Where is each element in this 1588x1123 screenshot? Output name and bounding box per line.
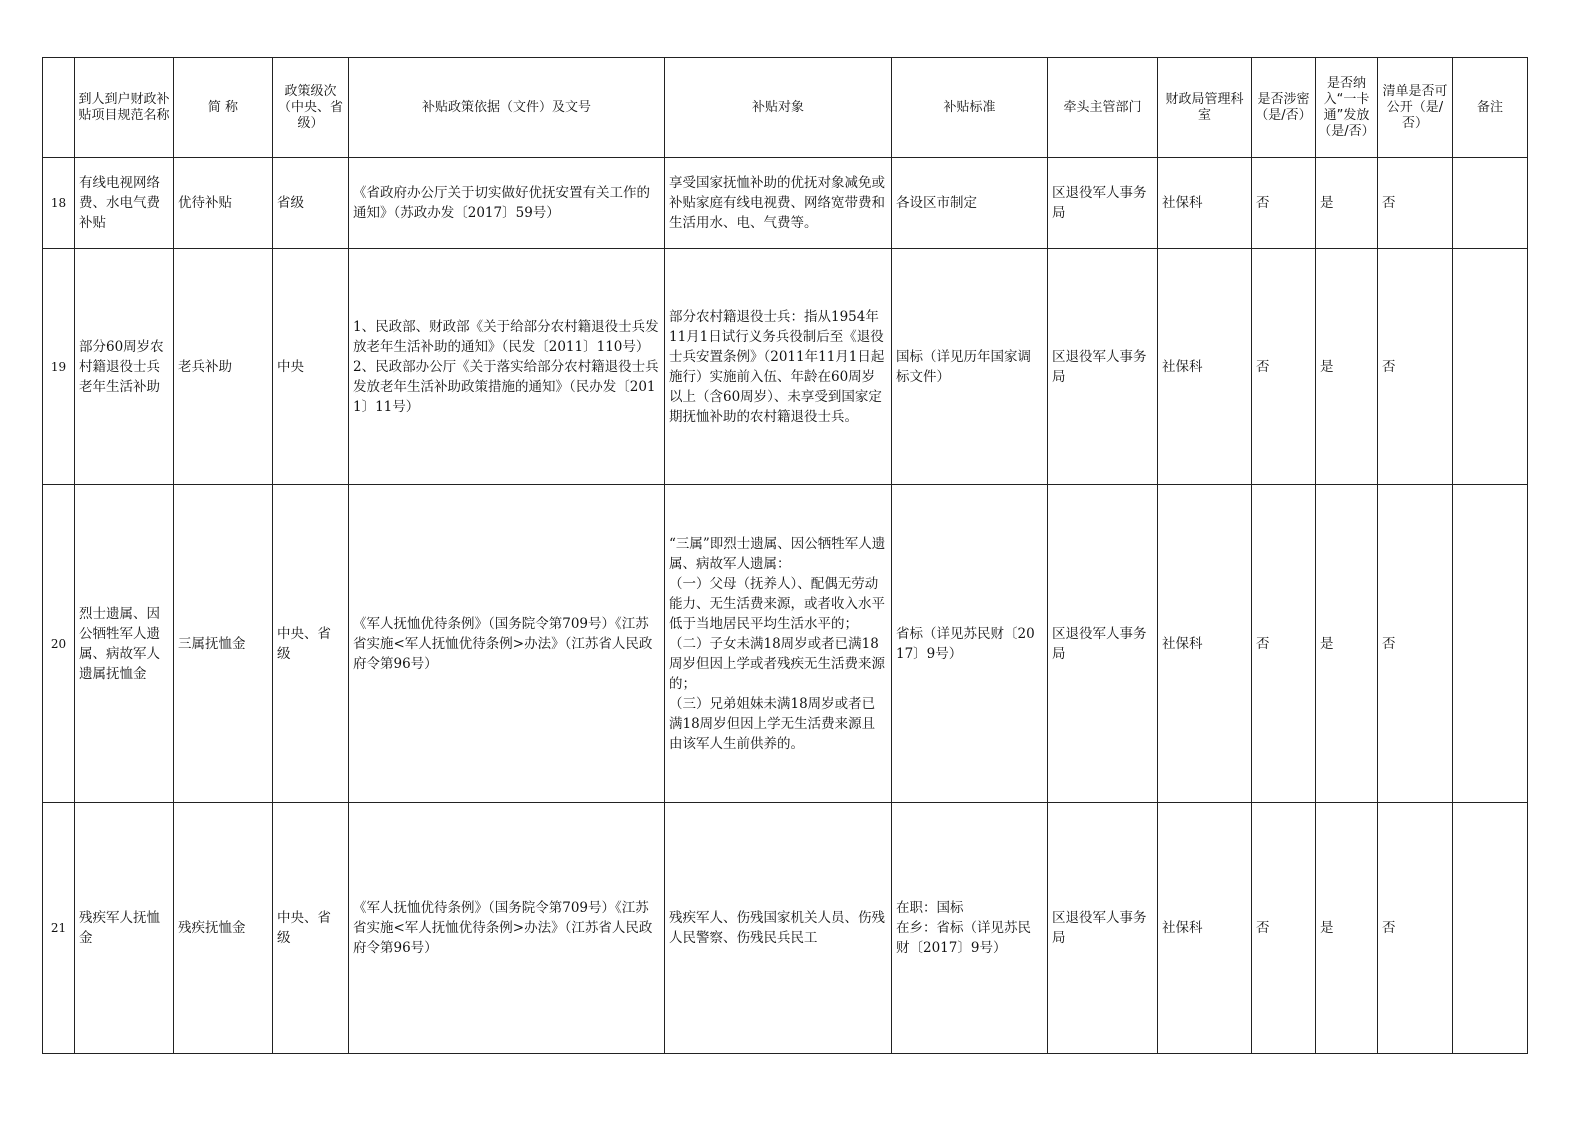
cell-short-name: 三属抚恤金 xyxy=(174,485,273,803)
cell-project-name: 残疾军人抚恤金 xyxy=(75,803,174,1054)
col-header-target: 补贴对象 xyxy=(665,58,892,158)
cell-target: 残疾军人、伤残国家机关人员、伤残人民警察、伤残民兵民工 xyxy=(665,803,892,1054)
cell-remarks xyxy=(1453,158,1528,249)
cell-one-card: 是 xyxy=(1316,249,1378,485)
col-header-short-name: 简 称 xyxy=(174,58,273,158)
cell-finance-office: 社保科 xyxy=(1158,249,1252,485)
col-header-one-card: 是否纳入“一卡通”发放（是/否） xyxy=(1316,58,1378,158)
cell-short-name: 优待补贴 xyxy=(174,158,273,249)
cell-project-name: 有线电视网络费、水电气费补贴 xyxy=(75,158,174,249)
cell-lead-dept: 区退役军人事务局 xyxy=(1048,158,1158,249)
cell-project-name: 烈士遗属、因公牺牲军人遗属、病故军人遗属抚恤金 xyxy=(75,485,174,803)
cell-policy-level: 中央 xyxy=(273,249,349,485)
cell-policy-basis: 《军人抚恤优待条例》（国务院令第709号）《江苏省实施<军人抚恤优待条例>办法》（江苏省人民政府令第96号） xyxy=(349,485,665,803)
cell-project-name: 部分60周岁农村籍退役士兵老年生活补助 xyxy=(75,249,174,485)
cell-policy-basis: 1、民政部、财政部《关于给部分农村籍退役士兵发放老年生活补助的通知》（民发〔2011〕110号） 2、民政部办公厅《关于落实给部分农村籍退役士兵发放老年生活补助政策措施的通知》（民办发〔2011〕11号） xyxy=(349,249,665,485)
col-header-public: 清单是否可公开（是/否） xyxy=(1378,58,1453,158)
cell-confidential: 否 xyxy=(1252,158,1316,249)
cell-finance-office: 社保科 xyxy=(1158,158,1252,249)
cell-policy-basis: 《省政府办公厅关于切实做好优抚安置有关工作的通知》（苏政办发〔2017〕59号） xyxy=(349,158,665,249)
cell-confidential: 否 xyxy=(1252,249,1316,485)
table-row xyxy=(43,485,1528,803)
cell-confidential: 否 xyxy=(1252,803,1316,1054)
cell-one-card: 是 xyxy=(1316,158,1378,249)
row-index: 18 xyxy=(43,158,75,249)
row-index: 21 xyxy=(43,803,75,1054)
col-header-confidential: 是否涉密（是/否） xyxy=(1252,58,1316,158)
col-header-remarks: 备注 xyxy=(1453,58,1528,158)
cell-public: 否 xyxy=(1378,249,1453,485)
table-row xyxy=(43,803,1528,1054)
cell-lead-dept: 区退役军人事务局 xyxy=(1048,249,1158,485)
col-header-policy-level: 政策级次（中央、省级） xyxy=(273,58,349,158)
col-header-project-name: 到人到户财政补贴项目规范名称 xyxy=(75,58,174,158)
cell-one-card: 是 xyxy=(1316,485,1378,803)
cell-public: 否 xyxy=(1378,158,1453,249)
table-row xyxy=(43,249,1528,485)
cell-public: 否 xyxy=(1378,485,1453,803)
table-row xyxy=(43,158,1528,249)
col-header-finance-office: 财政局管理科室 xyxy=(1158,58,1252,158)
cell-target: “三属”即烈士遗属、因公牺牲军人遗属、病故军人遗属： （一）父母（抚养人）、配偶无劳动能力、无生活费来源，或者收入水平低于当地居民平均生活水平的； （二）子女未满18周岁或者已满18周岁但因上学或者残疾无生活费来源的； （三）兄弟姐妹未满18周岁或者已满18周岁但因上学无生活费来源且由该军人生前供养的。 xyxy=(665,485,892,803)
col-header-lead-dept: 牵头主管部门 xyxy=(1048,58,1158,158)
cell-public: 否 xyxy=(1378,803,1453,1054)
col-header-standard: 补贴标准 xyxy=(892,58,1048,158)
cell-lead-dept: 区退役军人事务局 xyxy=(1048,803,1158,1054)
cell-one-card: 是 xyxy=(1316,803,1378,1054)
cell-policy-level: 省级 xyxy=(273,158,349,249)
cell-policy-level: 中央、省级 xyxy=(273,485,349,803)
cell-lead-dept: 区退役军人事务局 xyxy=(1048,485,1158,803)
cell-remarks xyxy=(1453,249,1528,485)
col-header-index xyxy=(43,58,75,158)
col-header-policy-basis: 补贴政策依据（文件）及文号 xyxy=(349,58,665,158)
cell-short-name: 老兵补助 xyxy=(174,249,273,485)
row-index: 20 xyxy=(43,485,75,803)
cell-finance-office: 社保科 xyxy=(1158,803,1252,1054)
cell-remarks xyxy=(1453,485,1528,803)
cell-short-name: 残疾抚恤金 xyxy=(174,803,273,1054)
row-index: 19 xyxy=(43,249,75,485)
cell-policy-basis: 《军人抚恤优待条例》（国务院令第709号）《江苏省实施<军人抚恤优待条例>办法》（江苏省人民政府令第96号） xyxy=(349,803,665,1054)
cell-remarks xyxy=(1453,803,1528,1054)
cell-standard: 省标（详见苏民财〔2017〕9号） xyxy=(892,485,1048,803)
table-header-row xyxy=(43,58,1528,158)
cell-finance-office: 社保科 xyxy=(1158,485,1252,803)
cell-standard: 各设区市制定 xyxy=(892,158,1048,249)
subsidy-table xyxy=(42,57,1528,1054)
cell-target: 部分农村籍退役士兵：指从1954年11月1日试行义务兵役制后至《退役士兵安置条例》（2011年11月1日起施行）实施前入伍、年龄在60周岁以上（含60周岁）、未享受到国家定期抚恤补助的农村籍退役士兵。 xyxy=(665,249,892,485)
cell-confidential: 否 xyxy=(1252,485,1316,803)
cell-standard: 国标（详见历年国家调标文件） xyxy=(892,249,1048,485)
cell-standard: 在职：国标 在乡：省标（详见苏民财〔2017〕9号） xyxy=(892,803,1048,1054)
cell-target: 享受国家抚恤补助的优抚对象减免或补贴家庭有线电视费、网络宽带费和生活用水、电、气费等。 xyxy=(665,158,892,249)
cell-policy-level: 中央、省级 xyxy=(273,803,349,1054)
